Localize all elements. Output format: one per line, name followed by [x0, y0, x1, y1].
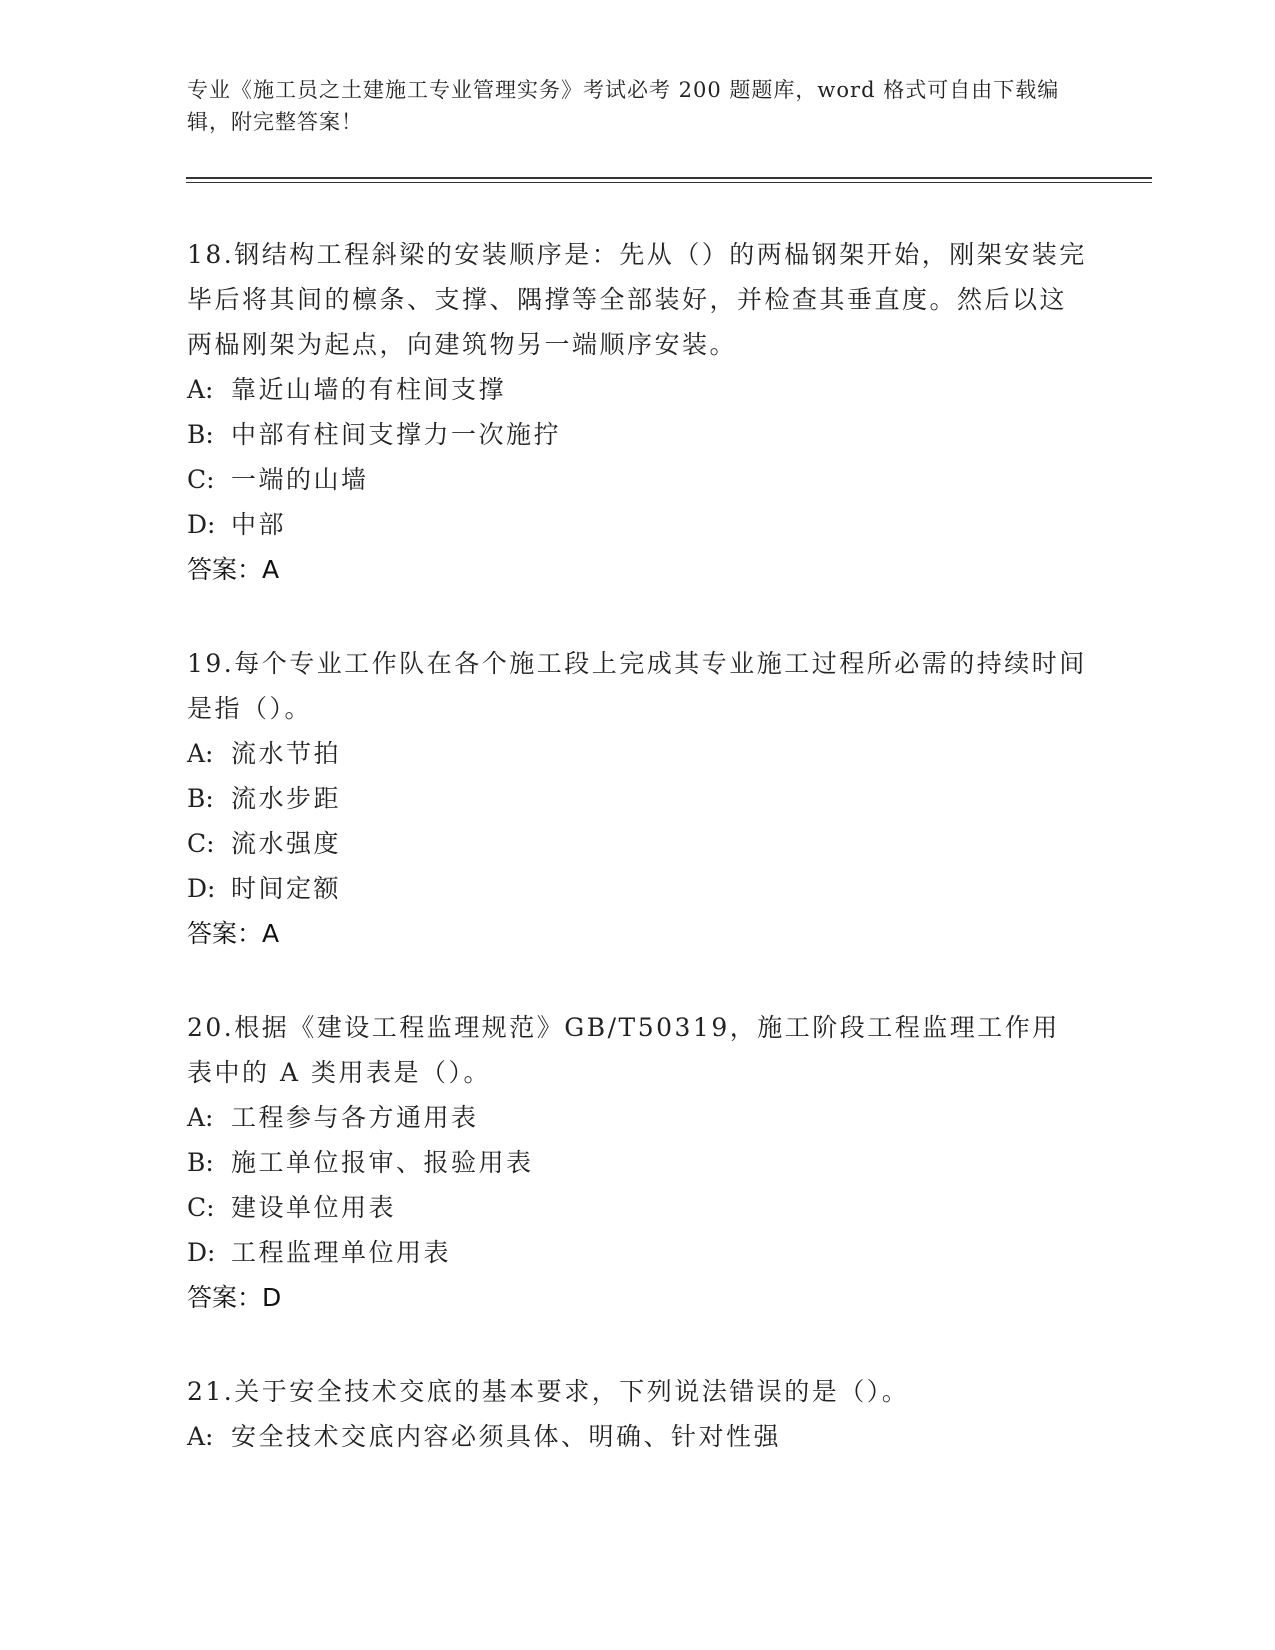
- option-letter: A:: [187, 739, 214, 768]
- option-c: [187, 1185, 1087, 1230]
- header-divider-thick: [186, 177, 1152, 179]
- question-list: [187, 232, 1087, 1508]
- option-text: 工程监理单位用表: [231, 1238, 452, 1267]
- option-a: [187, 1414, 1087, 1459]
- option-c: [187, 821, 1087, 866]
- option-a: [187, 367, 1087, 412]
- option-text: 建设单位用表: [231, 1193, 397, 1222]
- option-d: [187, 1230, 1087, 1275]
- option-d: [187, 502, 1087, 547]
- option-text: 一端的山墙: [231, 465, 369, 494]
- option-text: 流水强度: [231, 829, 342, 858]
- question-21: [187, 1369, 1087, 1459]
- option-letter: D:: [187, 510, 216, 539]
- option-a: [187, 1095, 1087, 1140]
- question-18: [187, 232, 1087, 592]
- answer-line: 答案：A: [187, 919, 280, 948]
- option-letter: C:: [187, 829, 215, 858]
- option-letter: B:: [187, 420, 214, 449]
- option-text: 工程参与各方通用表: [231, 1103, 479, 1132]
- option-text: 中部: [231, 510, 287, 539]
- option-text: 流水节拍: [231, 739, 342, 768]
- option-letter: A:: [187, 375, 214, 404]
- option-letter: D:: [187, 874, 216, 903]
- option-letter: B:: [187, 1148, 214, 1177]
- question-text: 18.钢结构工程斜梁的安装顺序是：先从（）的两榀钢架开始，刚架安装完毕后将其间的檩条、支撑、隅撑等全部装好，并检查其垂直度。然后以这两榀刚架为起点，向建筑物另一端顺序安装。: [187, 240, 1087, 359]
- question-text: 19.每个专业工作队在各个施工段上完成其专业施工过程所必需的持续时间是指（）。: [187, 649, 1087, 723]
- option-c: [187, 457, 1087, 502]
- option-text: 流水步距: [231, 784, 342, 813]
- question-19: [187, 641, 1087, 956]
- option-a: [187, 731, 1087, 776]
- option-letter: D:: [187, 1238, 216, 1267]
- option-letter: C:: [187, 465, 215, 494]
- option-b: [187, 1140, 1087, 1185]
- option-text: 中部有柱间支撑力一次施拧: [231, 420, 562, 449]
- option-letter: B:: [187, 784, 214, 813]
- option-b: [187, 412, 1087, 457]
- header-divider-thin: [186, 182, 1152, 183]
- option-text: 安全技术交底内容必须具体、明确、针对性强: [231, 1422, 782, 1451]
- answer-line: 答案：A: [187, 555, 280, 584]
- option-letter: A:: [187, 1103, 214, 1132]
- document-intro: 专业《施工员之土建施工专业管理实务》考试必考 200 题题库，word 格式可自由下载编辑，附完整答案！: [187, 78, 1060, 134]
- option-b: [187, 776, 1087, 821]
- option-text: 靠近山墙的有柱间支撑: [231, 375, 507, 404]
- option-letter: A:: [187, 1422, 214, 1451]
- option-text: 时间定额: [231, 874, 342, 903]
- question-20: [187, 1005, 1087, 1320]
- option-letter: C:: [187, 1193, 215, 1222]
- option-text: 施工单位报审、报验用表: [231, 1148, 534, 1177]
- question-text: 21.关于安全技术交底的基本要求，下列说法错误的是（）。: [187, 1377, 910, 1406]
- answer-line: 答案：D: [187, 1283, 282, 1312]
- option-d: [187, 866, 1087, 911]
- question-text: 20.根据《建设工程监理规范》GB/T50319，施工阶段工程监理工作用表中的 A 类用表是（）。: [187, 1013, 1060, 1087]
